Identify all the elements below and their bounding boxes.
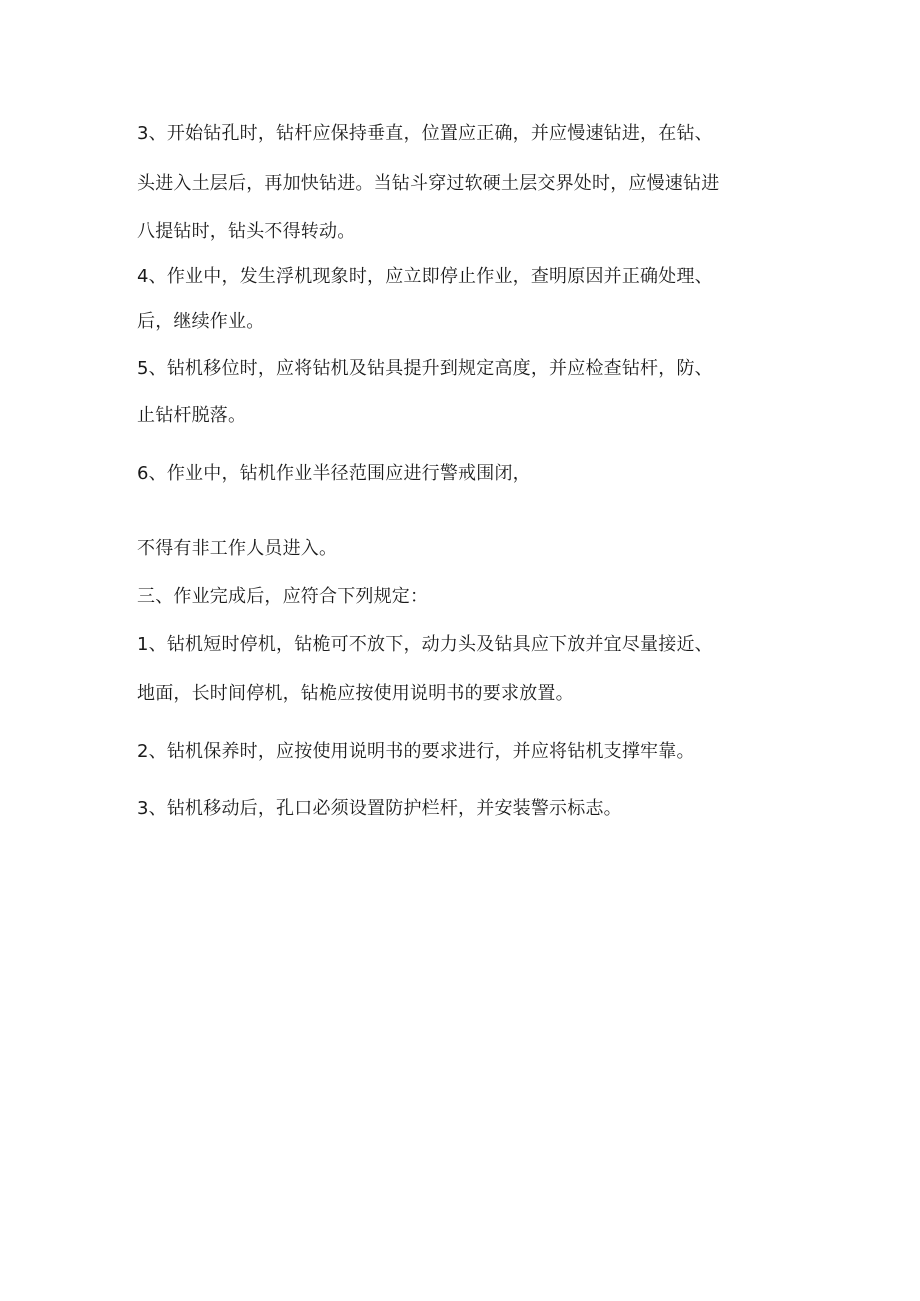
text-line: 后，继续作业。 [137,311,265,332]
text-line: 6、作业中，钻机作业半径范围应进行警戒围闭， [137,463,531,484]
text-line: 地面，长时间停机，钻桅应按使用说明书的要求放置。 [137,683,574,704]
text-line: 4、作业中，发生浮机现象时，应立即停止作业，查明原因并正确处理、 [137,266,713,287]
section-heading: 三、作业完成后，应符合下列规定： [137,586,429,607]
text-line: 1、钻机短时停机，钻桅可不放下，动力头及钻具应下放并宜尽量接近、 [137,634,713,655]
text-line: 不得有非工作人员进入。 [137,538,338,559]
text-line: 头进入土层后，再加快钻进。当钻斗穿过软硬土层交界处时，应慢速钻进 [137,173,720,194]
text-line: 5、钻机移位时，应将钻机及钻具提升到规定高度，并应检查钻杆，防、 [137,358,713,379]
text-line: 止钻杆脱落。 [137,405,247,426]
text-line: 2、钻机保养时，应按使用说明书的要求进行，并应将钻机支撑牢靠。 [137,741,695,762]
text-line: 3、钻机移动后，孔口必须设置防护栏杆，并安装警示标志。 [137,798,622,819]
text-line: 八提钻时，钻头不得转动。 [137,221,356,242]
text-line: 3、开始钻孔时，钻杆应保持垂直，位置应正确，并应慢速钻进，在钻、 [137,123,713,144]
